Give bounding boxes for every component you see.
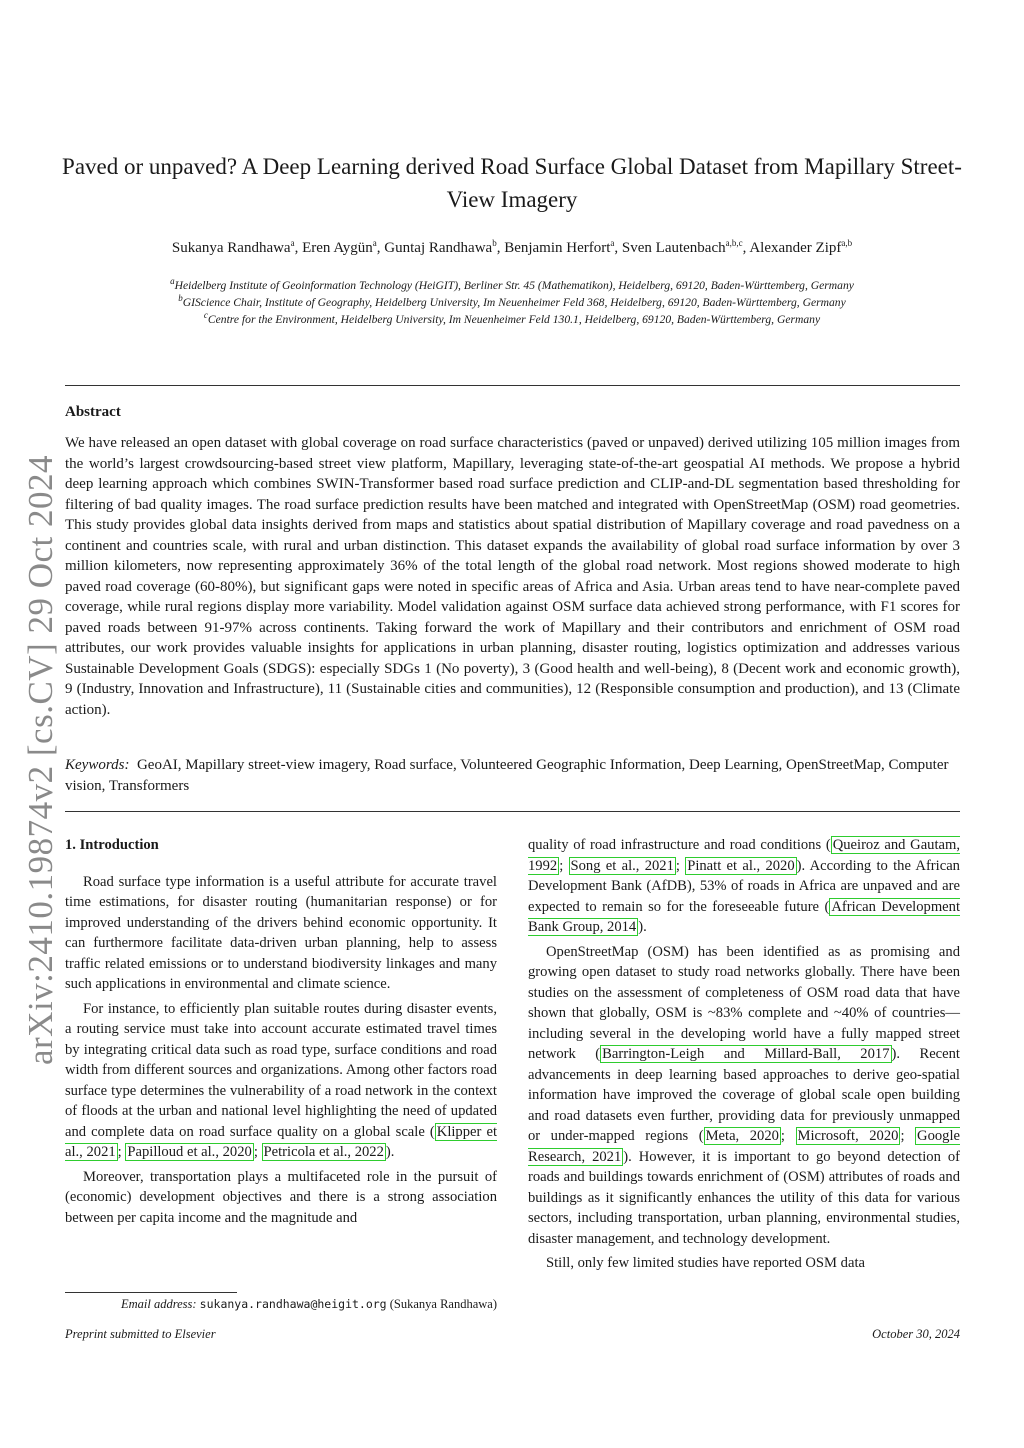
keywords [65,755,960,796]
right-column [528,835,960,1278]
affiliation: $^a$Heidelberg Institute of Geoinformation Technology (HeiGIT), Berliner Str. 45 (Mathematikon), Heidelberg, 69120, Baden-Württemberg, Germany [170,276,854,292]
author: Sukanya Randhawa [171,240,291,256]
citation-link[interactable]: Klipper et al., 2021 [65,1123,497,1160]
citation-link[interactable]: Queiroz and Gautam, 1992 [528,837,960,874]
author: Alexander Zipf [749,240,842,256]
affiliation: $^c$Centre for the Environment, Heidelberg University, Im Neuenheimer Feld 130.1, Heidelberg, 69120, Baden-Württemberg, Germany [203,310,821,326]
footer-left: Preprint submitted to Elsevier [65,1327,216,1341]
citation-link[interactable]: African Development Bank Group, 2014 [528,898,961,935]
citation-link[interactable]: Meta, 2020 [705,1128,779,1144]
intro-paragraph: OpenStreetMap (OSM) has been identified as as promising and growing open dataset to study road networks globally. There have been studies on the assessment of completeness of OSM road data that have shown that globally, OSM is ~83% complete and ~40% of countries—including several in the developing world have a fully mapped street network ( Barrington-Leigh and Millard-Ball, 2017 ). Recent advancements in deep learning based approaches to derive geo-spatial information have improved the coverage of global scale open building and road datasets even further, providing data for previously unmapped or under-mapped regions ( Meta, 2020 ; Microsoft, 2020 ; Google Research, 2021 ). However, it is important to go beyond detection of roads and buildings towards enrichment of (OSM) attributes of roads and buildings as it significantly enhances the utility of this data for various sectors, including transportation, urban planning, environmental studies, disaster management, and technology development. [528,943,960,1247]
author-list: Sukanya Randhawa$^a$, Eren Aygün$^a$, Guntaj Randhawa$^b$, Benjamin Herfort$^a$, Sven Lautenbach$^{a,b,c}$, Alexander Zipf$^{a,b}$ [171,238,853,256]
citation-link[interactable]: Petricola et al., 2022 [263,1144,384,1160]
abstract-heading: Abstract [65,404,121,420]
left-column [65,835,497,1232]
top-divider [65,385,960,386]
section-heading: 1. Introduction [65,837,159,853]
footer-date: October 30, 2024 [872,1327,960,1341]
email-link[interactable]: sukanya.randhawa@heigit.org [199,1297,387,1311]
citation-link[interactable]: Microsoft, 2020 [797,1128,899,1144]
author: Guntaj Randhawa [384,240,493,256]
intro-paragraph: For instance, to efficiently plan suitable routes during disaster events, a routing service must take into account accurate estimated travel times by integrating critical data such as road type, surface conditions and road width from different sources and organizations. Among other factors road surface type determines the vulnerability of a road network in the context of floods at the urban and national level highlighting the need of updated and complete data on road surface quality on a global scale ( Klipper et al., 2021 ; Papilloud et al., 2020 ; Petricola et al., 2022 ). [65,1000,497,1160]
affiliation: $^b$GIScience Chair, Institute of Geography, Heidelberg University, Im Neuenheimer Feld 368, Heidelberg, 69120, Baden-Württemberg, Germany [178,293,846,309]
footnote-name: (Sukanya Randhawa) [389,1297,497,1311]
intro-paragraph: Road surface type information is a useful attribute for accurate travel time estimations, for disaster routing (humanitarian response) or for improved understanding of the drivers behind economic opportunity. It can furthermore facilitate data-driven urban planning, help to assess traffic related emissions or to understand biodiversity linkages and many such applications in environmental and climate science. [65,873,497,992]
footnote [65,1297,497,1312]
citation-link[interactable]: Barrington-Leigh and Millard-Ball, 2017 [602,1046,890,1062]
arxiv-id: arXiv:2410.19874v2 [cs.CV] 29 Oct 2024 [21,454,60,1066]
citation-link[interactable]: Song et al., 2021 [570,857,674,874]
citation-link[interactable]: Papilloud et al., 2020 [127,1144,252,1160]
footnote-label: Email address: [120,1297,197,1311]
intro-paragraph: Still, only few limited studies have reported OSM data [546,1255,865,1271]
author: Benjamin Herfort [504,240,611,256]
author: Sven Lautenbach [621,240,726,256]
author: Eren Aygün [302,240,373,256]
paper-title: Paved or unpaved? A Deep Learning derived Road Surface Global Dataset from Mapillary Street-View Imagery [62,154,962,212]
footnote-divider [65,1292,237,1293]
citation-link[interactable]: Pinatt et al., 2020 [687,857,795,874]
affiliations [60,277,964,328]
keywords-list: GeoAI, Mapillary street-view imagery, Road surface, Volunteered Geographic Information, Deep Learning, OpenStreetMap, Computer vision, Transformers [65,757,949,794]
intro-paragraph: Moreover, transportation plays a multifaceted role in the pursuit of (economic) development objectives and there is a strong association between per capita income and the magnitude and [65,1168,497,1226]
page-footer [65,1327,960,1342]
keywords-label: Keywords: [65,757,130,773]
keywords-divider [65,811,960,812]
abstract-text: We have released an open dataset with global coverage on road surface characteristics (paved or unpaved) derived utilizing 105 million images from the world’s largest crowdsourcing-based street view platform, Mapillary, leveraging state-of-the-art geospatial AI methods. We propose a hybrid deep learning approach which combines SWIN-Transformer based road surface prediction and CLIP-and-DL segmentation based thresholding for filtering of bad quality images. The road surface prediction results have been matched and integrated with OpenStreetMap (OSM) road geometries. This study provides global data insights derived from maps and statistics about spatial distribution of Mapillary coverage and road pavedness on a continent and countries scale, with rural and urban distinction. This dataset expands the availability of global road surface information by over 3 million kilometers, now representing approximately 36% of the total length of the global road network. Most regions showed moderate to high paved road coverage (60-80%), but significant gaps were noted in specific areas of Africa and Asia. Urban areas tend to have near-complete paved coverage, while rural regions display more variability. Model validation against OSM surface data achieved strong performance, with F1 scores for paved roads between 91-97% across continents. Taking forward the work of Mapillary and their contributors and enrichment of OSM road attributes, our work provides valuable insights for applications in urban planning, disaster routing, logistics optimization and addresses various Sustainable Development Goals (SDGS): especially SDGs 1 (No poverty), 3 (Good health and well-being), 8 (Decent work and economic growth), 9 (Industry, Innovation and Infrastructure), 11 (Sustainable cities and communities), 12 (Responsible consumption and production), and 13 (Climate action). [65,435,960,718]
intro-paragraph: quality of road infrastructure and road conditions ( Queiroz and Gautam, 1992 ; Song et al., 2021 ; Pinatt et al., 2020 ). According to the African Development Bank (AfDB), 53% of roads in Africa are unpaved and are expected to remain so for the foreseeable future ( African Development Bank Group, 2014 ). [528,837,961,935]
citation-link[interactable]: Google Research, 2021 [528,1128,960,1165]
